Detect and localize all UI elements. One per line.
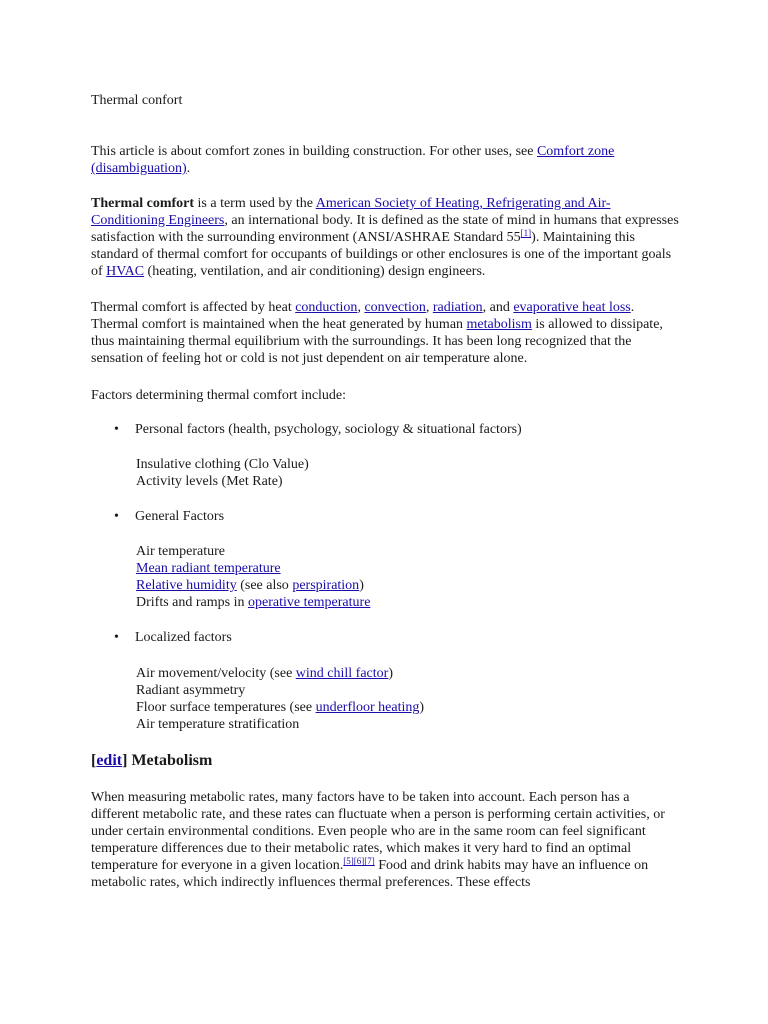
mean-radiant-temperature-link[interactable]: Mean radiant temperature	[136, 561, 281, 576]
intro-paragraph: Thermal comfort is a term used by the American Society of Heating, Refrigerating and Air-Conditioning Engineers, an international body. It is defined as the state of mind in humans that expresses satisfaction with the surrounding environment (ANSI/ASHRAE Standard 55[1]). Maintaining this standard of thermal comfort for occupants of buildings or other enclosures is one of the important goals of HVAC (heating, ventilation, and air conditioning) design engineers.	[91, 196, 679, 279]
edit-section-link[interactable]: edit	[96, 752, 123, 769]
metabolism-paragraph: When measuring metabolic rates, many factors have to be taken into account. Each person has a different metabolic rate, and these rates can fluctuate when a person is performing certain activities, or under certain environmental conditions. Even people who are in the same room can feel significant temperature differences due to their metabolic rates, which makes it very hard to find an optimal temperature for everyone in a given location.[5][6][7] Food and drink habits may have an influence on metabolic rates, which indirectly influences thermal preferences. These effects	[91, 790, 665, 890]
bullet-label: Localized factors	[135, 630, 232, 645]
relative-humidity-link[interactable]: Relative humidity	[136, 578, 237, 593]
bullet-label: Personal factors (health, psychology, sociology & situational factors)	[135, 422, 522, 437]
radiation-link[interactable]: radiation	[432, 300, 483, 315]
list-item	[136, 560, 696, 577]
conduction-link[interactable]: conduction	[295, 300, 358, 315]
bullet-label: General Factors	[135, 509, 225, 524]
comfort-zone-link[interactable]: Comfort zone (disambiguation)	[91, 144, 615, 176]
wind-chill-factor-link[interactable]: wind chill factor	[295, 666, 389, 681]
bullet-icon: •	[114, 630, 119, 645]
section-heading-metabolism: [edit] Metabolism	[91, 752, 213, 769]
factors-intro: Factors determining thermal comfort include:	[91, 388, 347, 403]
list-item: Radiant asymmetry	[136, 683, 246, 698]
hatnote-text: This article is about comfort zones in building construction. For other uses, see	[91, 144, 537, 159]
personal-factors-list	[136, 456, 696, 490]
convection-link[interactable]: convection	[364, 300, 426, 315]
evaporative-heat-loss-link[interactable]: evaporative heat loss	[513, 300, 631, 315]
bullet-icon: •	[114, 509, 119, 524]
reference-5-6-7-link[interactable]: [5][6][7]	[343, 856, 375, 866]
localized-factors-list	[136, 665, 696, 733]
list-item: Air temperature stratification	[136, 717, 300, 732]
hatnote: This article is about comfort zones in building construction. For other uses, see Comfort zone (disambiguation).	[91, 144, 615, 176]
perspiration-link[interactable]: perspiration	[292, 578, 360, 593]
list-item: Air temperature	[136, 544, 226, 559]
term-bold: Thermal comfort	[91, 196, 195, 211]
metabolism-link[interactable]: metabolism	[466, 317, 532, 332]
hvac-link[interactable]: HVAC	[106, 264, 145, 279]
list-item: Drifts and ramps in operative temperature	[136, 595, 371, 610]
list-item: Air movement/velocity (see wind chill factor)	[136, 666, 393, 681]
underfloor-heating-link[interactable]: underfloor heating	[315, 700, 420, 715]
operative-temperature-link[interactable]: operative temperature	[247, 595, 371, 610]
list-item: Activity levels (Met Rate)	[136, 474, 283, 489]
heat-transfer-paragraph: Thermal comfort is affected by heat conduction, convection, radiation, and evaporative heat loss. Thermal comfort is maintained when the heat generated by human metabolism is allowed to dissipate, thus maintaining thermal equilibrium with the surroundings. It has been long recognized that the sensation of feeling hot or cold is not just dependent on air temperature alone.	[91, 300, 663, 366]
general-factors-list	[136, 543, 696, 611]
list-item: Floor surface temperatures (see underfloor heating)	[136, 700, 425, 715]
page-title: Thermal confort	[91, 93, 183, 108]
reference-1-link[interactable]: [1]	[520, 228, 532, 238]
bullet-icon: •	[114, 422, 119, 437]
list-item: Insulative clothing (Clo Value)	[136, 457, 309, 472]
list-item: Relative humidity (see also perspiration)	[136, 578, 364, 593]
section-title: Metabolism	[127, 752, 213, 769]
ashrae-link[interactable]: American Society of Heating, Refrigerating and Air-Conditioning Engineers	[91, 196, 611, 228]
